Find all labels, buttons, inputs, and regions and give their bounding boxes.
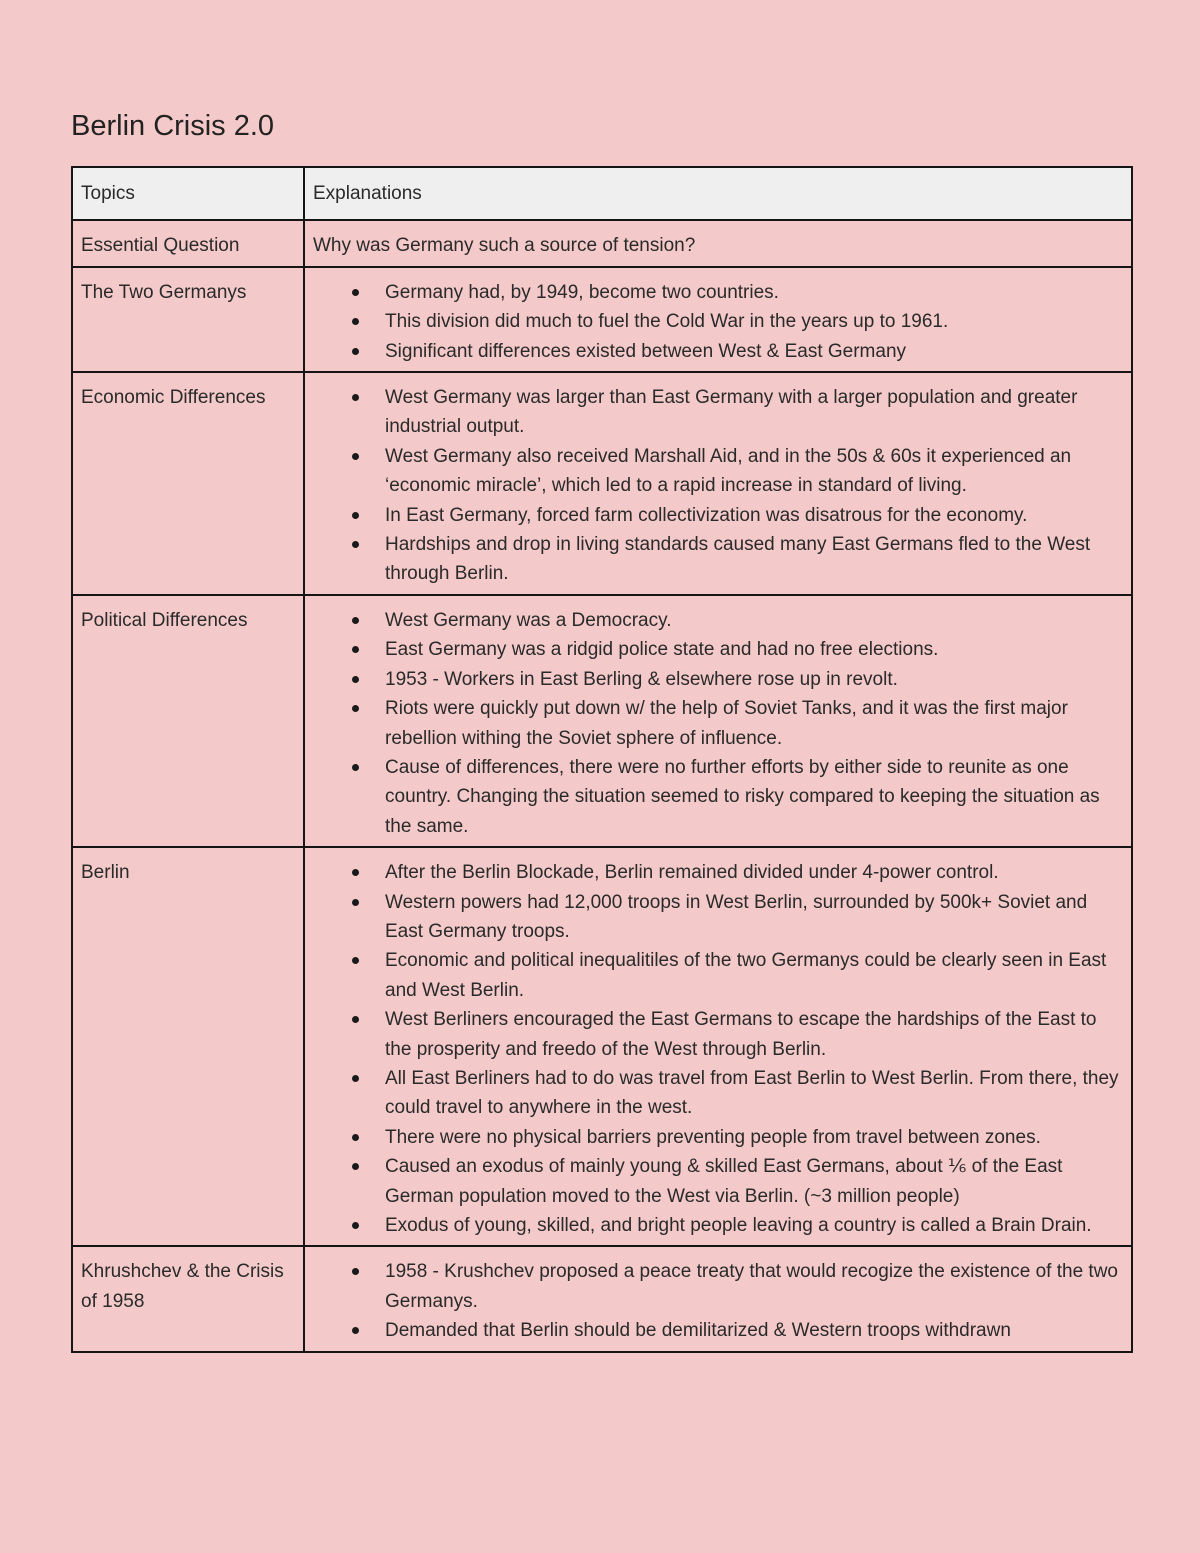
bullet-item: Significant differences existed between West & East Germany <box>385 337 1123 366</box>
explanation-cell: Why was Germany such a source of tension? <box>304 220 1132 266</box>
header-explanations: Explanations <box>304 167 1132 220</box>
bullet-item: West Germany was larger than East Germany with a larger population and greater industrial output. <box>385 383 1123 442</box>
explanation-cell <box>304 1246 1132 1351</box>
topic-row-berlin <box>72 847 1132 1246</box>
bullet-item: 1958 - Krushchev proposed a peace treaty that would recogize the existence of the two Germanys. <box>385 1257 1123 1316</box>
bullet-item: West Germany also received Marshall Aid, and in the 50s & 60s it experienced an ‘economic miracle’, which led to a rapid increase in standard of living. <box>385 442 1123 501</box>
notes-table <box>71 166 1133 1353</box>
bullet-item: West Berliners encouraged the East Germans to escape the hardships of the East to the prosperity and freedo of the West through Berlin. <box>385 1005 1123 1064</box>
bullet-item: After the Berlin Blockade, Berlin remained divided under 4-power control. <box>385 858 1123 887</box>
bullet-item: This division did much to fuel the Cold War in the years up to 1961. <box>385 307 1123 336</box>
topic-row-two-germanys <box>72 267 1132 372</box>
bullet-item: East Germany was a ridgid police state and had no free elections. <box>385 635 1123 664</box>
bullet-item: 1953 - Workers in East Berling & elsewhere rose up in revolt. <box>385 665 1123 694</box>
topic-cell: Economic Differences <box>72 372 304 595</box>
bullet-list <box>313 858 1123 1240</box>
bullet-item: Western powers had 12,000 troops in West Berlin, surrounded by 500k+ Soviet and East Germany troops. <box>385 888 1123 947</box>
bullet-list <box>313 383 1123 589</box>
explanation-cell <box>304 595 1132 847</box>
bullet-item: Cause of differences, there were no further efforts by either side to reunite as one country. Changing the situation seemed to risky compared to keeping the situation as the same. <box>385 753 1123 841</box>
header-topics: Topics <box>72 167 304 220</box>
topic-cell: Essential Question <box>72 220 304 266</box>
bullet-item: All East Berliners had to do was travel from East Berlin to West Berlin. From there, they could travel to anywhere in the west. <box>385 1064 1123 1123</box>
bullet-item: Demanded that Berlin should be demilitarized & Western troops withdrawn <box>385 1316 1123 1345</box>
topic-row-economic-differences <box>72 372 1132 595</box>
bullet-item: Caused an exodus of mainly young & skilled East Germans, about ⅙ of the East German population moved to the West via Berlin. (~3 million people) <box>385 1152 1123 1211</box>
bullet-list <box>313 1257 1123 1345</box>
bullet-item: West Germany was a Democracy. <box>385 606 1123 635</box>
bullet-item: Germany had, by 1949, become two countries. <box>385 278 1123 307</box>
bullet-item: In East Germany, forced farm collectivization was disatrous for the economy. <box>385 501 1123 530</box>
topic-cell: The Two Germanys <box>72 267 304 372</box>
explanation-cell <box>304 372 1132 595</box>
bullet-item: There were no physical barriers preventing people from travel between zones. <box>385 1123 1123 1152</box>
bullet-item: Exodus of young, skilled, and bright people leaving a country is called a Brain Drain. <box>385 1211 1123 1240</box>
explanation-cell <box>304 267 1132 372</box>
topic-row-khrushchev <box>72 1246 1132 1351</box>
topic-cell: Khrushchev & the Crisis of 1958 <box>72 1246 304 1351</box>
bullet-list <box>313 278 1123 366</box>
topic-row-political-differences <box>72 595 1132 847</box>
bullet-item: Economic and political inequalitiles of the two Germanys could be clearly seen in East and West Berlin. <box>385 946 1123 1005</box>
bullet-item: Hardships and drop in living standards caused many East Germans fled to the West through Berlin. <box>385 530 1123 589</box>
bullet-list <box>313 606 1123 841</box>
page-title: Berlin Crisis 2.0 <box>71 110 275 142</box>
explanation-cell <box>304 847 1132 1246</box>
topic-cell: Berlin <box>72 847 304 1246</box>
bullet-item: Riots were quickly put down w/ the help of Soviet Tanks, and it was the first major rebellion withing the Soviet sphere of influence. <box>385 694 1123 753</box>
topic-cell: Political Differences <box>72 595 304 847</box>
essential-question-row <box>72 220 1132 266</box>
header-row <box>72 167 1132 220</box>
